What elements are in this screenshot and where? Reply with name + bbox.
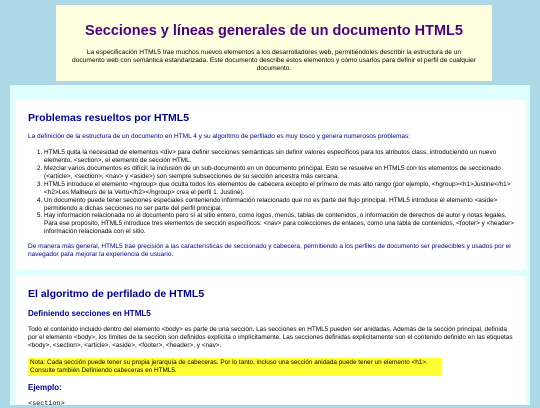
outline-algorithm-section [16,276,526,408]
problems-lead: La definición de la estructura de un documento en HTML 4 y su algoritmo de perfilado es muy tosco y genera numerosos problemas: [28,133,411,140]
outline-heading: El algoritmo de perfilado de HTML5 [28,288,205,300]
note-box: Nota: Cada sección puede tener su propia jerarquía de cabeceras. Por lo tanto, incluso una sección anidada puede tener un elemento <h1>. Consulte también Definiendo cabeceras en HTML5. [28,358,442,376]
page-header [56,5,492,81]
intro-paragraph: La especificación HTML5 trae muchos nuevos elementos a los desarrolladores web, permitiéndoles describir la estructura de un documento web con semántica estandarizada. Este documento describe estos elementos y cómo usarlos para definir el perfil de cualquier documento. [72,49,476,73]
list-item: 3. HTML5 introduce el elemento <hgroup> que oculta todos los elementos de cabecera excepto el primero de más alto rango (por ejemplo, <hgroup><h1>Justine</h1><h2>Les Malheurs de la Vertu</h2></hgroup> crea el perfil 1. Justine). [44,181,514,197]
list-item: 1. HTML5 quita la necesidad de elementos <div> para definir secciones semánticas sin definir valores específicos para los atributos class, introduciendo un nuevo elemento, <section>, el elemento de sección HTML. [44,149,514,165]
example-label: Ejemplo: [28,382,62,392]
problems-heading: Problemas resueltos por HTML5 [28,112,190,124]
defining-sections-heading: Definiendo secciones en HTML5 [28,309,151,318]
list-item: 2. Mezclar varios documentos es difícil: la inclusión de un sub-documento en un documento principal. Esto se resuelve en HTML5 con los elementos de seccionado (<article>, <section>, <nav> y <aside>) son siempre subsecciones de su sección ancestra más cercana. [44,165,514,181]
list-item: 4. Un documento puede tener secciones especiales conteniendo información relacionado que no es parte del flujo principal. HTML5 introduce el elemento <aside> permitiendo a dichas secciones no ser parte del perfil principal. [44,197,514,213]
problems-list [28,149,514,236]
problems-section [16,100,526,270]
sections-paragraph: Todo el contenido incluido dentro del elemento <body> es parte de una sección. Las secciones en HTML5 pueden ser anidadas. Además de la sección principal, definida por el elemento <body>, los límites de la sección son definidos explícita o implícitamente. Las secciones definidas explícitamente son el contenido definido en las etiquetas <body>, <section>, <article>, <aside>, <footer>, <header>, y <nav>. [28,326,513,350]
page-title: Secciones y líneas generales de un documento HTML5 [85,23,463,39]
code-sample: <section> [28,399,65,408]
problems-closing: De manera más general, HTML5 trae precisión a las características de seccionado y cabecera, permitiendo a los perfiles de documento ser predecibles y usados por el navegador para mejorar la experiencia de usuario. [28,243,511,259]
list-item: 5. Hay información relacionada no al documento pero sí al sitio entero, como logos, menús, tablas de contenidos, o información de derechos de autor y notas legales. Para ese propósito, HTML5 introduce tres elementos de sección específicos: <nav> para colecciones de enlaces, como una tabla de contenidos, <footer> y <header> información relacionada con el sitio. [44,212,514,236]
